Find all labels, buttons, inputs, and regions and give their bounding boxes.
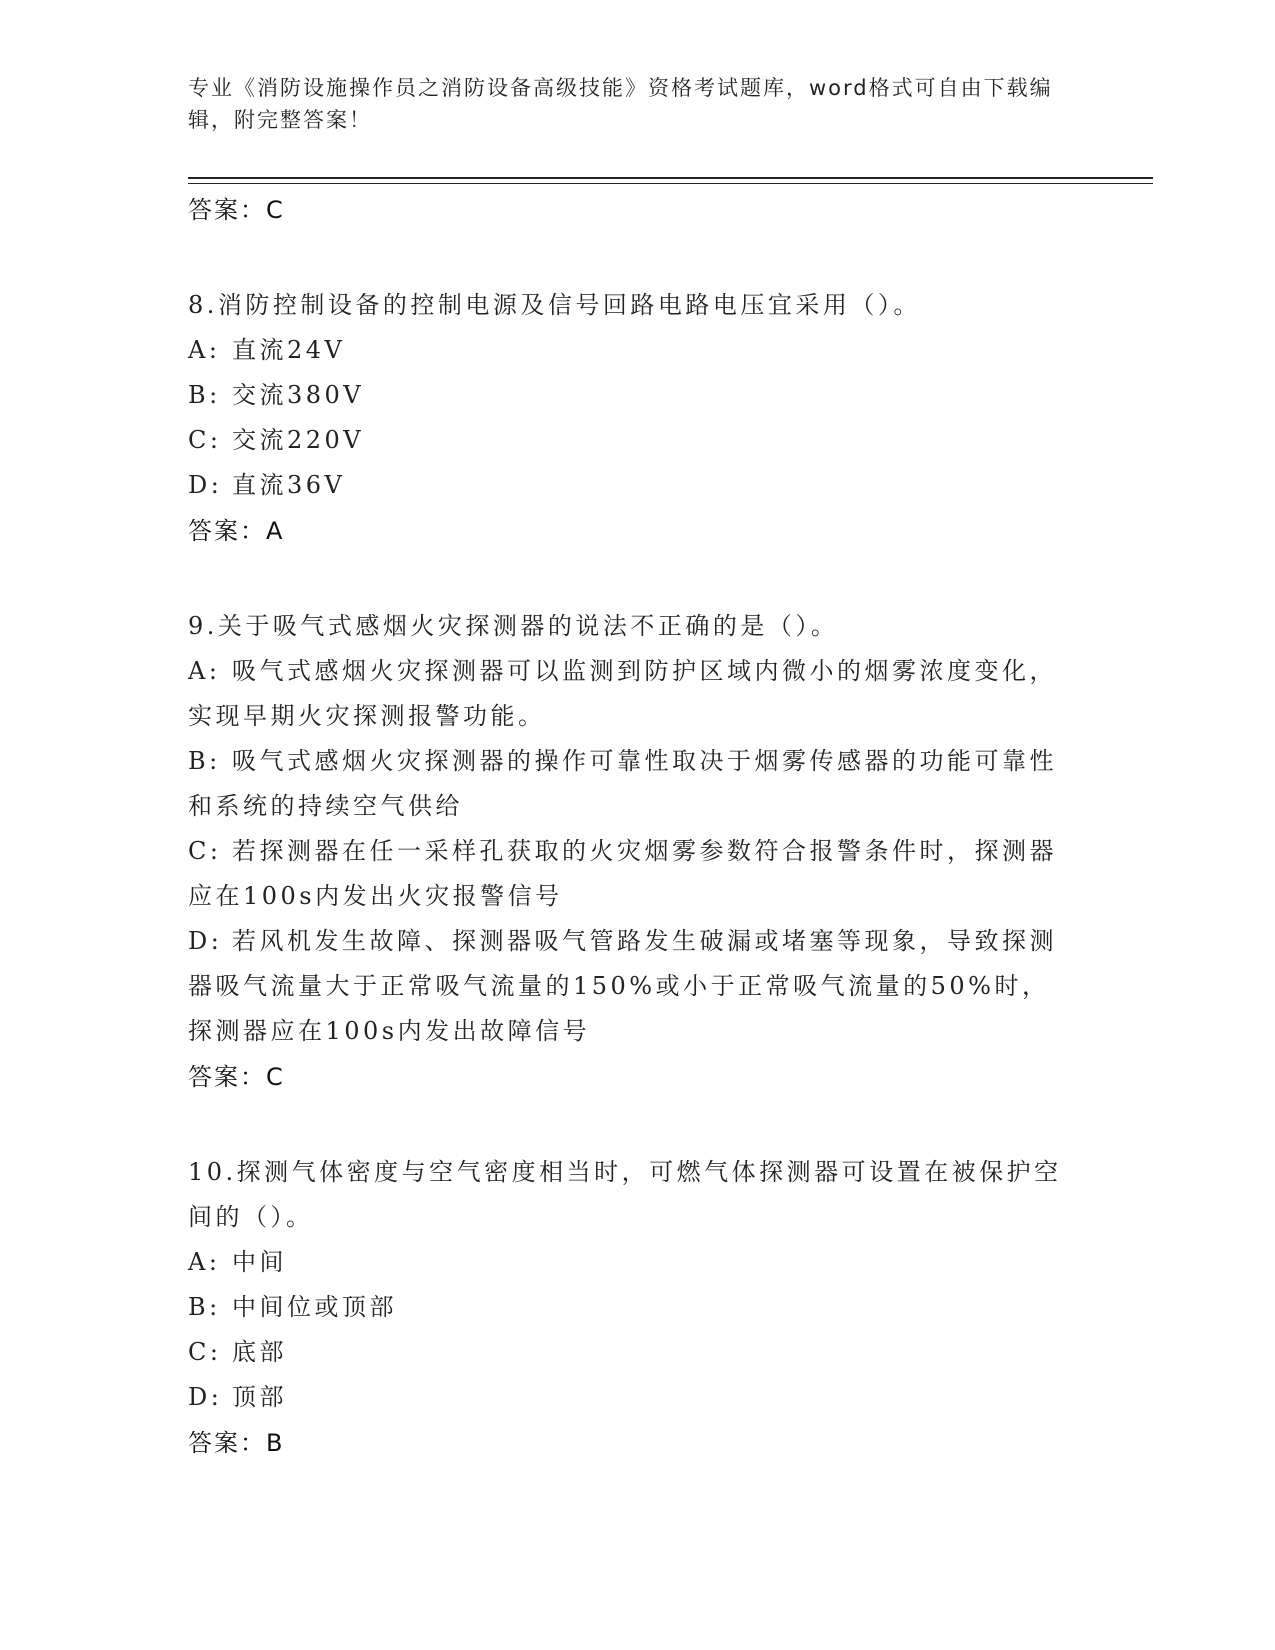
option-text: 直流24V (232, 336, 346, 364)
option-label: D: (188, 471, 223, 499)
option-d (188, 463, 1068, 508)
option-label: A: (188, 657, 221, 685)
option-text: 交流220V (232, 426, 365, 454)
option-text: 交流380V (232, 381, 365, 409)
option-label: C: (188, 837, 222, 865)
option-label: C: (188, 1338, 222, 1366)
option-label: D: (188, 1383, 223, 1411)
option-a (188, 649, 1068, 739)
option-text: 中间 (232, 1248, 287, 1276)
answer: 答案：C (188, 1063, 285, 1091)
option-label: A: (188, 336, 221, 364)
option-c (188, 418, 1068, 463)
option-d (188, 1375, 1068, 1420)
option-text: 若风机发生故障、探测器吸气管路发生破漏或堵塞等现象，导致探测器吸气流量大于正常吸气流量的150%或小于正常吸气流量的50%时，探测器应在100s内发出故障信号 (188, 927, 1057, 1045)
answer-previous: 答案：C (188, 196, 285, 224)
answer: 答案：A (188, 517, 285, 545)
option-b (188, 373, 1068, 418)
header-divider-thick (188, 177, 1153, 179)
option-b (188, 739, 1068, 829)
option-b (188, 1285, 1068, 1330)
question-9 (188, 604, 1068, 1100)
option-text: 直流36V (232, 471, 346, 499)
option-label: B: (188, 747, 221, 775)
option-text: 吸气式感烟火灾探测器的操作可靠性取决于烟雾传感器的功能可靠性和系统的持续空气供给 (188, 747, 1057, 820)
option-label: C: (188, 426, 222, 454)
question-stem: 9.关于吸气式感烟火灾探测器的说法不正确的是（）。 (188, 612, 839, 640)
option-a (188, 328, 1068, 373)
question-stem: 10.探测气体密度与空气密度相当时，可燃气体探测器可设置在被保护空间的（）。 (188, 1158, 1062, 1231)
option-c (188, 1330, 1068, 1375)
option-label: B: (188, 1293, 221, 1321)
question-stem: 8.消防控制设备的控制电源及信号回路电路电压宜采用（）。 (188, 291, 921, 319)
option-text: 中间位或顶部 (232, 1293, 397, 1321)
option-label: A: (188, 1248, 221, 1276)
option-label: B: (188, 381, 221, 409)
header-divider-thin (188, 183, 1153, 184)
answer: 答案：B (188, 1429, 285, 1457)
option-a (188, 1240, 1068, 1285)
option-text: 顶部 (232, 1383, 287, 1411)
option-text: 吸气式感烟火灾探测器可以监测到防护区域内微小的烟雾浓度变化，实现早期火灾探测报警功能。 (188, 657, 1057, 730)
question-list (188, 187, 1068, 1466)
option-text: 底部 (232, 1338, 287, 1366)
option-text: 若探测器在任一采样孔获取的火灾烟雾参数符合报警条件时，探测器应在100s内发出火灾报警信号 (188, 837, 1057, 910)
option-d (188, 919, 1068, 1054)
option-c (188, 829, 1068, 919)
option-label: D: (188, 927, 223, 955)
question-10 (188, 1150, 1068, 1466)
header-intro-text: 专业《消防设施操作员之消防设备高级技能》资格考试题库，word格式可自由下载编辑，附完整答案！ (188, 76, 1053, 132)
question-8 (188, 283, 1068, 554)
document-header (188, 72, 1068, 136)
